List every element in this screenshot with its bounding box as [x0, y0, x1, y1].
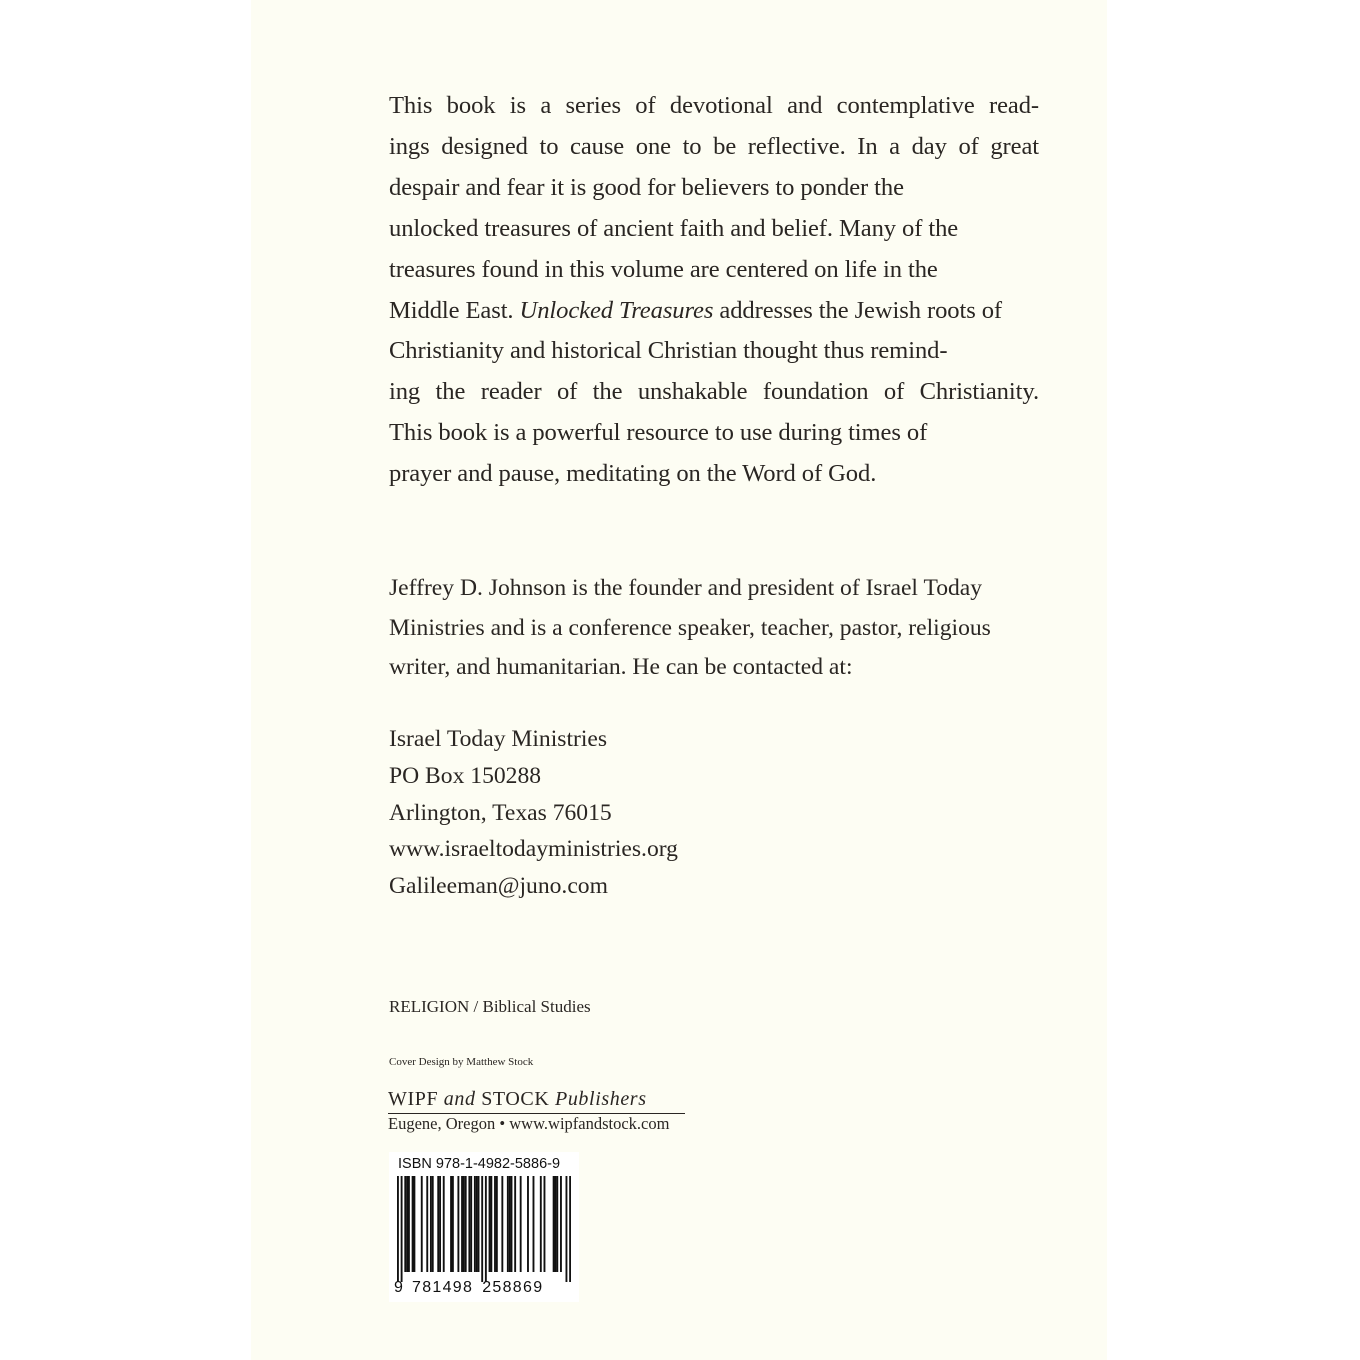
- blurb-line: [389, 291, 1039, 332]
- barcode-bar: [533, 1176, 535, 1272]
- blurb-line: This book is a series of devotional and contemplative read-: [389, 92, 1039, 119]
- blurb-line: Christianity and historical Christian thought thus remind-: [389, 337, 948, 365]
- barcode-bar: [412, 1176, 414, 1272]
- publisher-name-part: and: [443, 1088, 476, 1110]
- barcode-bar: [463, 1176, 465, 1272]
- barcode-bar: [507, 1176, 509, 1272]
- contact-website: www.israeltodayministries.org: [389, 836, 678, 863]
- contact-city: Arlington, Texas 76015: [389, 799, 612, 826]
- barcode-bar: [452, 1176, 454, 1272]
- barcode-bar: [465, 1176, 467, 1272]
- barcode-bar: [413, 1176, 415, 1272]
- contact-address: [389, 721, 889, 905]
- barcode-bar: [527, 1176, 529, 1272]
- barcode-bar: [555, 1176, 557, 1272]
- publisher-address: Eugene, Oregon • www.wipfandstock.com: [388, 1114, 670, 1133]
- barcode-bar: [485, 1176, 487, 1282]
- contact-org: Israel Today Ministries: [389, 726, 608, 752]
- barcode-bar: [478, 1176, 480, 1272]
- barcode-bar: [443, 1176, 445, 1272]
- barcode-bar: [509, 1176, 511, 1272]
- barcode-bar: [544, 1176, 546, 1272]
- blurb-text: addresses the Jewish roots of: [713, 296, 1002, 324]
- blurb-text: Middle East.: [389, 296, 520, 324]
- barcode-bar: [489, 1176, 491, 1272]
- barcode-bar: [432, 1176, 434, 1272]
- author-bio: [389, 569, 1029, 688]
- barcode-bar: [430, 1176, 432, 1272]
- isbn-label: ISBN 978-1-4982-5886-9: [398, 1156, 561, 1172]
- barcode-bar: [569, 1176, 571, 1282]
- blurb-line: treasures found in this volume are centered on life in the: [389, 255, 938, 283]
- barcode-bar: [457, 1176, 459, 1272]
- blurb-line: ings designed to cause one to be reflective. In a day of great: [389, 132, 1039, 160]
- barcode-bar: [540, 1176, 542, 1272]
- author-bio-line: Jeffrey D. Johnson is the founder and president of Israel Today: [389, 575, 983, 601]
- barcode-bar: [421, 1176, 423, 1272]
- barcode-bar: [408, 1176, 410, 1272]
- contact-email: Galileeman@juno.com: [389, 873, 608, 900]
- book-title-italic: Unlocked Treasures: [519, 296, 714, 324]
- barcode-bar: [470, 1176, 472, 1272]
- publisher-name-part: STOCK: [475, 1088, 556, 1110]
- barcode-bar: [437, 1176, 439, 1272]
- barcode-digits: [394, 1278, 543, 1298]
- barcode-bar: [401, 1176, 403, 1282]
- barcode: [397, 1176, 571, 1282]
- author-bio-line: writer, and humanitarian. He can be contacted at:: [389, 654, 853, 680]
- barcode-bar: [450, 1176, 452, 1272]
- publisher-name-part: Publishers: [555, 1088, 647, 1110]
- barcode-bar: [481, 1176, 483, 1282]
- barcode-bar: [560, 1176, 562, 1272]
- publisher-name-part: WIPF: [388, 1088, 444, 1110]
- author-bio-line: Ministries and is a conference speaker, teacher, pastor, religious: [389, 614, 991, 641]
- barcode-bar: [520, 1176, 522, 1272]
- barcode-bar: [439, 1176, 441, 1272]
- barcode-bar: [494, 1176, 496, 1272]
- barcode-bar: [556, 1176, 558, 1272]
- barcode-bar: [476, 1176, 478, 1272]
- barcode-digit-group-right: 258869: [482, 1279, 544, 1296]
- barcode-bar: [514, 1176, 516, 1272]
- barcode-digit-group-left: 781498: [412, 1279, 474, 1296]
- barcode-bar: [468, 1176, 470, 1272]
- barcode-bar: [566, 1176, 568, 1282]
- barcode-bar: [474, 1176, 476, 1272]
- publisher-logo: [388, 1086, 685, 1114]
- barcode-bar: [404, 1176, 406, 1272]
- barcode-bar: [426, 1176, 428, 1272]
- blurb-line: ing the reader of the unshakable foundation of Christianity.: [389, 378, 1039, 406]
- cover-design-credit: Cover Design by Matthew Stock: [389, 1056, 534, 1068]
- blurb-line: unlocked treasures of ancient faith and belief. Many of the: [389, 214, 959, 242]
- barcode-bar: [501, 1176, 503, 1272]
- book-blurb: [389, 86, 1039, 495]
- barcode-bar: [553, 1176, 555, 1272]
- barcode-bar: [406, 1176, 408, 1272]
- book-category: RELIGION / Biblical Studies: [389, 997, 591, 1016]
- contact-po-box: PO Box 150288: [389, 762, 542, 789]
- barcode-bar: [496, 1176, 498, 1272]
- blurb-line: prayer and pause, meditating on the Word of God.: [389, 460, 877, 488]
- barcode-bar: [397, 1176, 399, 1282]
- blurb-line: despair and fear it is good for believers to ponder the: [389, 173, 904, 201]
- barcode-bar: [461, 1176, 463, 1272]
- blurb-line: This book is a powerful resource to use during times of: [389, 419, 928, 447]
- barcode-digit-first: 9: [394, 1279, 403, 1296]
- barcode-bar: [490, 1176, 492, 1272]
- barcode-bar: [511, 1176, 513, 1272]
